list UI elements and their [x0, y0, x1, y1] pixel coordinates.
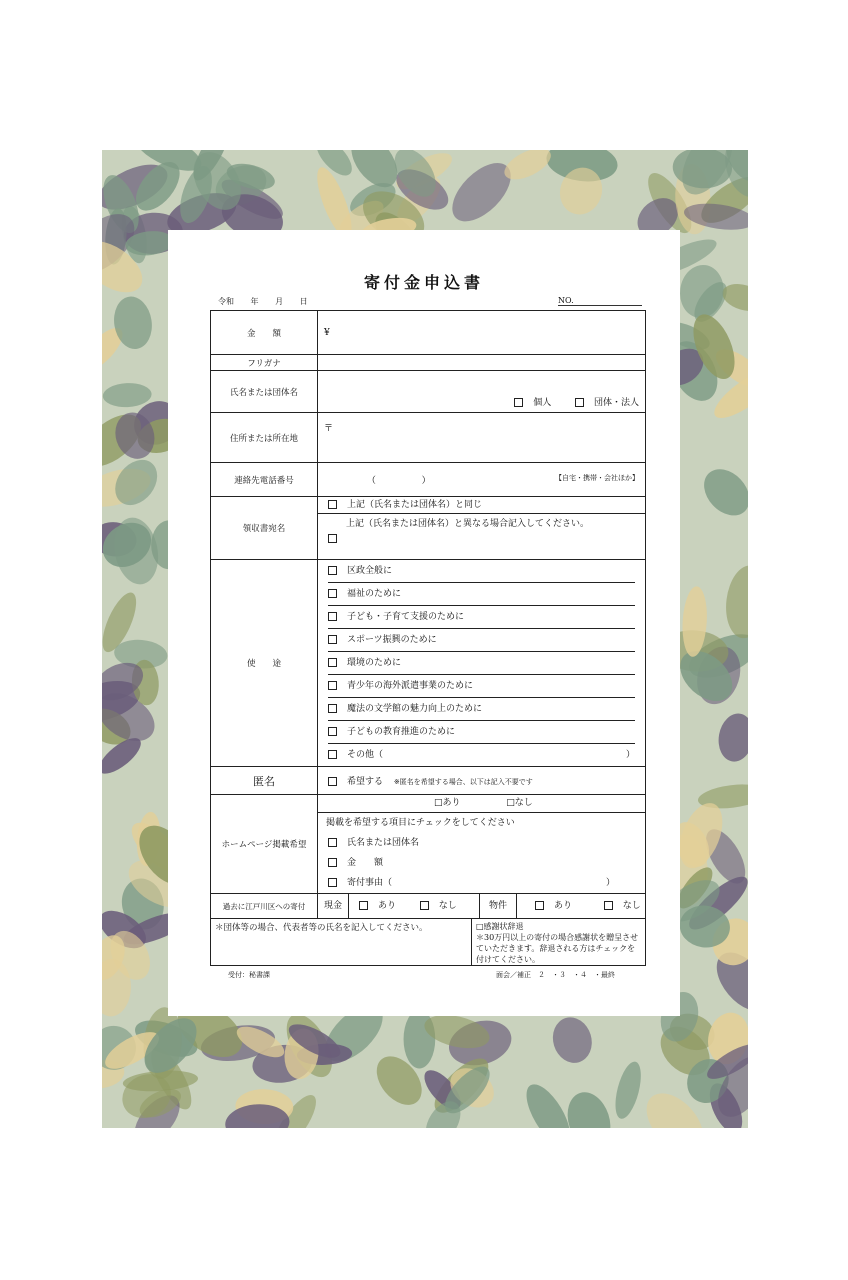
anonymous-label: 匿名	[211, 767, 318, 795]
date-day: 日	[299, 297, 308, 306]
name-label: 氏名または団体名	[211, 371, 318, 413]
checkbox-organization[interactable]	[575, 398, 584, 407]
homepage-item-label: 金 額	[347, 858, 384, 868]
date-month: 月	[275, 297, 284, 306]
furigana-field[interactable]	[318, 355, 646, 371]
phone-field[interactable]	[318, 463, 646, 497]
usage-option-label: 子ども・子育て支援のために	[347, 612, 465, 622]
past-cash-no: なし	[438, 901, 457, 911]
leaf-shape	[561, 1087, 618, 1128]
phone-row	[211, 463, 646, 497]
homepage-item[interactable]	[318, 873, 645, 893]
postal-mark: 〒	[324, 424, 334, 434]
usage-option[interactable]	[328, 606, 635, 629]
past-goods-label: 物件	[480, 894, 517, 918]
note-organization: ＊団体等の場合、代表者等の氏名を記入してください。	[211, 919, 472, 965]
checkbox-past-cash-no[interactable]	[420, 901, 429, 910]
anonymous-note: ※匿名を希望する場合、以下は記入不要です	[393, 778, 533, 786]
checkbox-homepage-item[interactable]	[328, 878, 337, 887]
homepage-yes[interactable]: □あり	[434, 798, 461, 808]
usage-options	[318, 560, 646, 767]
form-number: NO.	[558, 296, 642, 306]
receipt-option-same: 上記（氏名または団体名）と同じ	[347, 500, 483, 510]
past-donation-row	[211, 894, 646, 919]
leaf-shape	[722, 563, 748, 641]
checkbox-usage[interactable]	[328, 658, 337, 667]
note-decline-body: ＊30万円以上の寄付の場合感謝状を贈呈させていただきます。辞退される方はチェックを付けてください。	[476, 933, 639, 964]
past-donation-options	[318, 894, 646, 919]
leaf-shape	[677, 262, 728, 321]
usage-option-label: 魔法の文学館の魅力向上のために	[347, 704, 483, 714]
checkbox-anonymous[interactable]	[328, 777, 337, 786]
form-title: 寄付金申込書	[363, 273, 484, 292]
note-decline-title[interactable]: □感謝状辞退	[476, 922, 524, 931]
homepage-options	[318, 795, 646, 894]
usage-option[interactable]	[328, 583, 635, 606]
usage-option[interactable]	[328, 744, 635, 766]
receipt-options	[318, 497, 646, 560]
amount-field[interactable]	[318, 311, 646, 355]
homepage-item[interactable]	[318, 833, 645, 853]
usage-label: 使 途	[211, 560, 318, 767]
usage-row	[211, 560, 646, 767]
checkbox-usage[interactable]	[328, 704, 337, 713]
homepage-item-label: 氏名または団体名	[347, 838, 420, 848]
checkbox-receipt-different[interactable]	[328, 534, 337, 543]
name-field[interactable]	[318, 371, 646, 413]
option-individual: 個人	[533, 398, 552, 408]
checkbox-usage[interactable]	[328, 612, 337, 621]
checkbox-receipt-same[interactable]	[328, 500, 337, 509]
receipt-row	[211, 497, 646, 560]
date-era: 令和	[218, 297, 234, 306]
phone-paren-open: （	[366, 476, 376, 486]
address-field[interactable]	[318, 413, 646, 463]
checkbox-past-cash-yes[interactable]	[359, 901, 368, 910]
usage-option[interactable]	[328, 629, 635, 652]
phone-label: 連絡先電話番号	[211, 463, 318, 497]
usage-option[interactable]	[328, 721, 635, 744]
receipt-option-different: 上記（氏名または団体名）と異なる場合記入してください。	[346, 519, 590, 529]
amount-label: 金 額	[211, 311, 318, 355]
usage-other-close: ）	[625, 750, 635, 760]
leaf-shape	[102, 382, 152, 408]
usage-option[interactable]	[328, 560, 635, 583]
name-row	[211, 371, 646, 413]
usage-option[interactable]	[328, 698, 635, 721]
past-goods-yes: あり	[554, 901, 573, 911]
homepage-item-close: ）	[605, 878, 615, 888]
footer-reception: 受付：秘書課	[228, 971, 270, 979]
leaf-shape	[610, 1059, 645, 1121]
usage-option[interactable]	[328, 652, 635, 675]
address-label: 住所または所在地	[211, 413, 318, 463]
checkbox-past-goods-yes[interactable]	[535, 901, 544, 910]
homepage-label: ホームページ掲載希望	[211, 795, 318, 894]
leaf-shape	[695, 460, 748, 524]
checkbox-homepage-item[interactable]	[328, 838, 337, 847]
checkbox-usage[interactable]	[328, 589, 337, 598]
leaf-shape	[547, 1013, 597, 1068]
donation-form-table	[210, 310, 646, 966]
date-year: 年	[250, 297, 259, 306]
past-cash-yes: あり	[378, 901, 397, 911]
past-donation-label: 過去に江戸川区への寄付	[211, 894, 318, 919]
anonymous-option: 希望する	[347, 777, 384, 787]
option-organization: 団体・法人	[593, 398, 639, 408]
anonymous-field	[318, 767, 646, 795]
usage-option-label: その他（	[347, 750, 384, 760]
homepage-instruction: 掲載を希望する項目にチェックをしてください	[326, 818, 515, 828]
usage-option-label: 子どもの教育推進のために	[347, 727, 456, 737]
phone-paren-close: ）	[421, 476, 431, 486]
usage-option-label: スポーツ振興のために	[347, 635, 437, 645]
checkbox-homepage-item[interactable]	[328, 858, 337, 867]
notes-cell	[211, 919, 646, 966]
usage-option[interactable]	[328, 675, 635, 698]
checkbox-usage[interactable]	[328, 750, 337, 759]
phone-note: 【自宅・携帯・会社ほか】	[555, 474, 639, 482]
usage-option-label: 区政全般に	[347, 566, 393, 576]
footer-status: 面会／補正 ２ ・３ ・４ ・最終	[496, 971, 615, 979]
checkbox-usage[interactable]	[328, 635, 337, 644]
anonymous-row	[211, 767, 646, 795]
past-cash-label: 現金	[318, 894, 349, 918]
checkbox-usage[interactable]	[328, 727, 337, 736]
furigana-row	[211, 355, 646, 371]
furigana-label: フリガナ	[211, 355, 318, 371]
checkbox-individual[interactable]	[514, 398, 523, 407]
checkbox-usage[interactable]	[328, 681, 337, 690]
leaf-shape	[715, 711, 748, 765]
checkbox-past-goods-no[interactable]	[604, 901, 613, 910]
usage-option-label: 福祉のために	[347, 589, 402, 599]
address-row	[211, 413, 646, 463]
amount-row	[211, 311, 646, 355]
receipt-label: 領収書宛名	[211, 497, 318, 560]
homepage-row	[211, 795, 646, 894]
date-line	[218, 296, 322, 307]
usage-option-label: 青少年の海外派遣事業のために	[347, 681, 474, 691]
yen-mark: ¥	[324, 327, 330, 338]
homepage-item[interactable]	[318, 853, 645, 873]
homepage-no[interactable]: □なし	[506, 798, 533, 808]
past-goods-no: なし	[622, 901, 641, 911]
notes-row	[211, 919, 646, 966]
homepage-item-label: 寄付事由（	[347, 878, 393, 888]
checkbox-usage[interactable]	[328, 566, 337, 575]
usage-option-label: 環境のために	[347, 658, 402, 668]
